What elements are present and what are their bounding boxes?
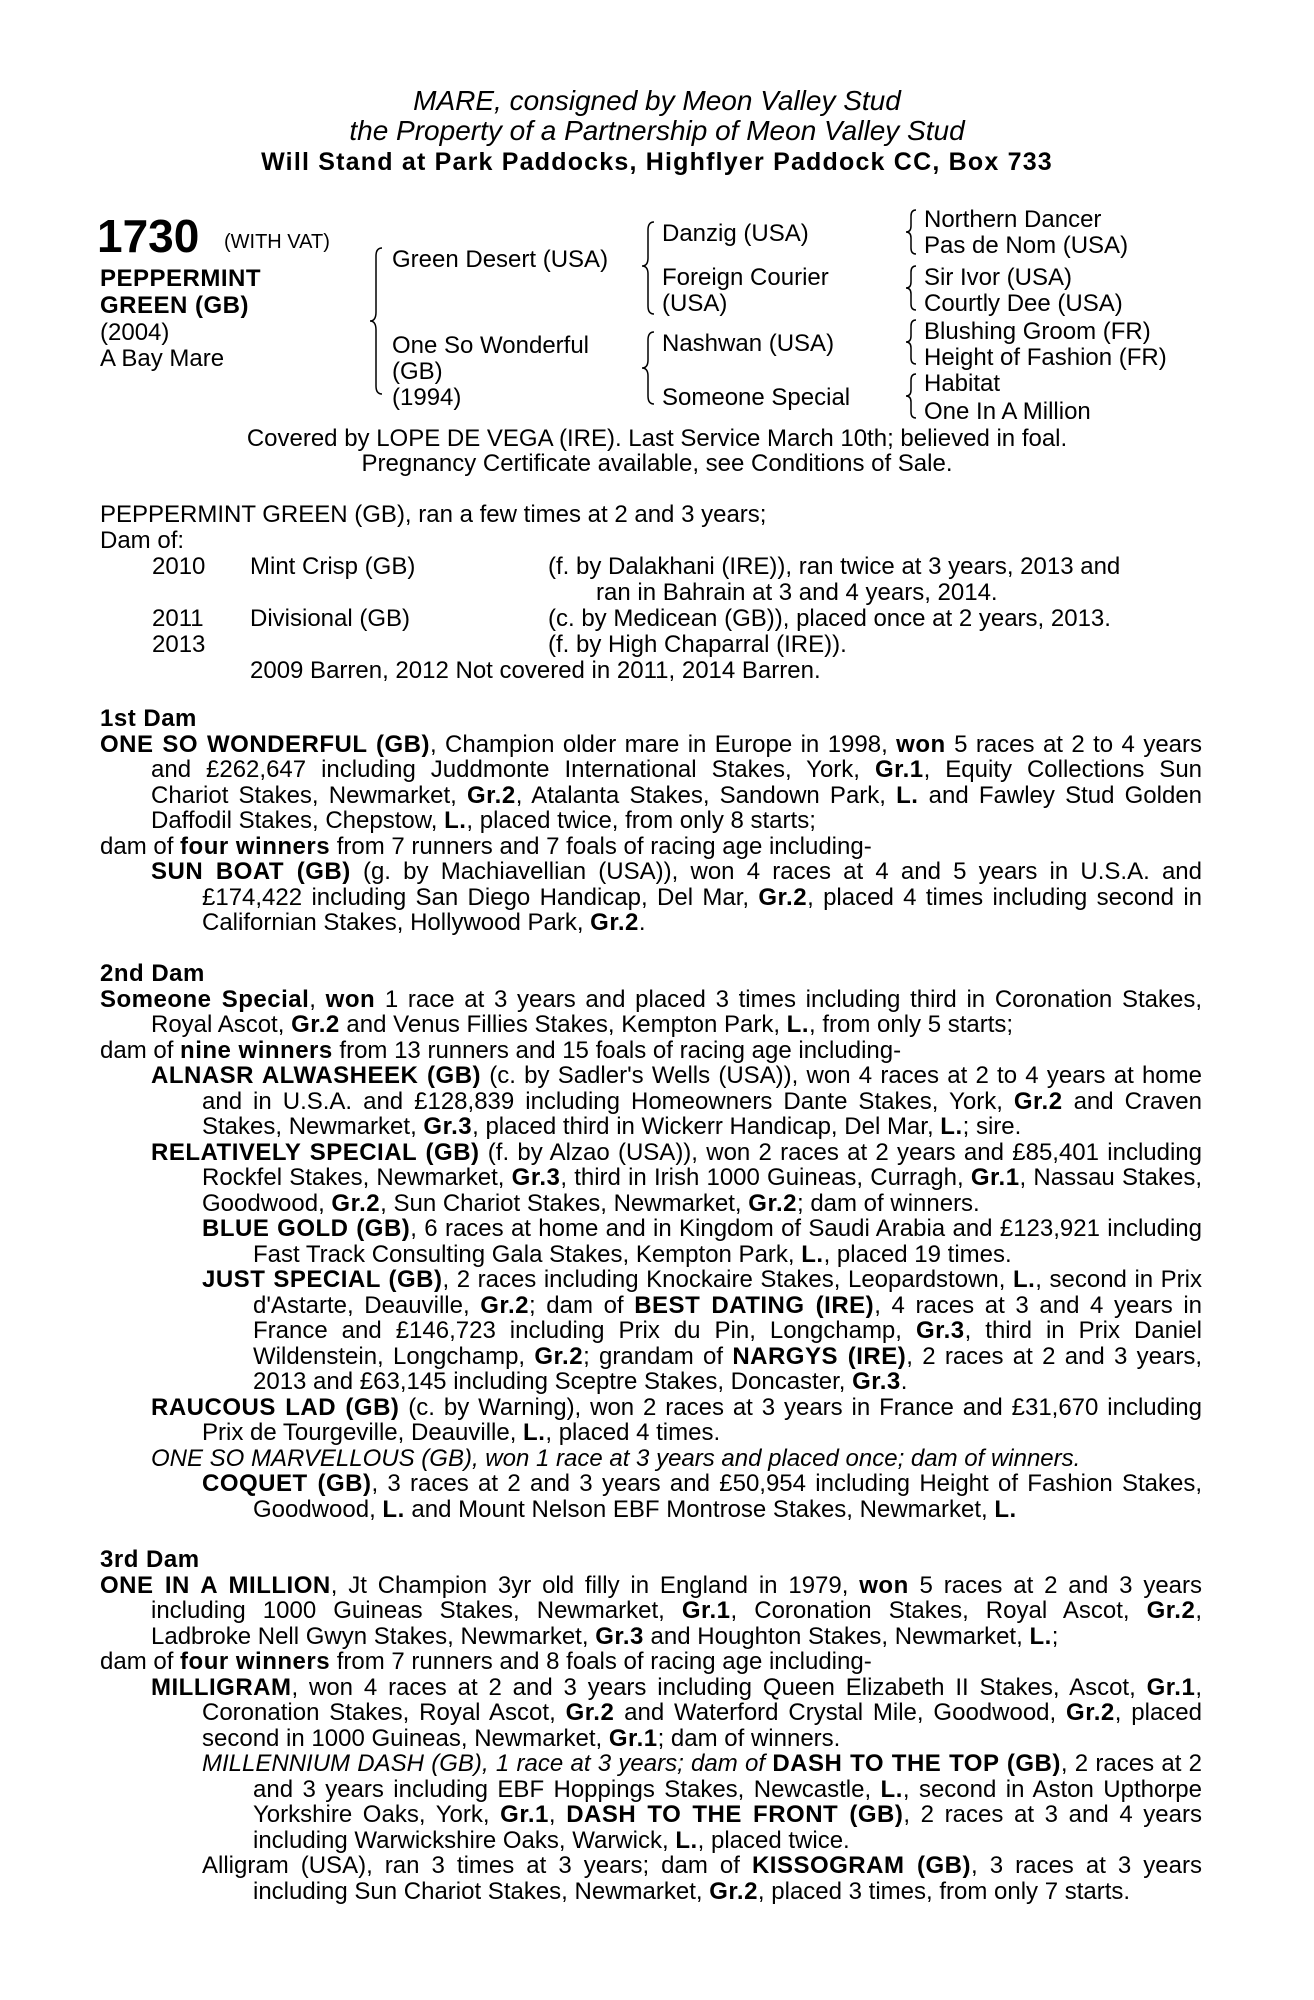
text-run: ; sire. xyxy=(962,1113,1022,1140)
third-dam-record xyxy=(100,1573,1202,1650)
bracket-ds xyxy=(906,318,918,366)
text-run: , placed 19 times. xyxy=(823,1240,1012,1268)
text-run: , won 4 races at 2 and 3 years including Queen Elizabeth II Stakes, Ascot, xyxy=(291,1673,1147,1701)
text-run: , placed 4 times including second in Californian Stakes, Hollywood Park, xyxy=(202,883,1202,936)
bracket-sd xyxy=(906,264,918,312)
text-run: JUST SPECIAL (GB) xyxy=(202,1266,443,1293)
text-run: L. xyxy=(1012,1266,1036,1293)
text-run: and Waterford Crystal Mile, Goodwood, xyxy=(614,1699,1067,1726)
text-run: (f. by Alzao (USA)), won 2 races at 2 years and £85,401 including Rockfel Stakes, Newmarket, xyxy=(202,1138,1202,1191)
text-run: RAUCOUS LAD (GB) xyxy=(151,1393,400,1421)
text-run: L. xyxy=(880,1775,903,1803)
text-run: , 3 races at 3 years including Sun Chariot Stakes, Newmarket, xyxy=(253,1852,1202,1905)
vat-note: (WITH VAT) xyxy=(224,231,330,253)
text-run: , 3 races at 2 and 3 years and £50,954 including Height of Fashion Stakes, Goodwood, xyxy=(253,1470,1202,1523)
produce-year: 2013 xyxy=(152,631,206,658)
text-run: Gr.2 xyxy=(1066,1699,1115,1726)
text-run: four winners xyxy=(180,832,331,860)
bracket-ss xyxy=(906,208,918,256)
text-run: , 2 races at 2 and 3 years including EBF Hoppings Stakes, Newcastle, xyxy=(253,1750,1203,1803)
text-run: ; grandam of xyxy=(583,1342,733,1370)
text-run: ONE SO MARVELLOUS (GB) xyxy=(151,1444,472,1472)
text-run: , xyxy=(548,1801,567,1828)
text-run: won xyxy=(896,730,946,758)
text-run: Gr.1 xyxy=(608,1724,658,1752)
second-dam-grand-offspring xyxy=(202,1267,1202,1395)
text-run: Gr.3 xyxy=(423,1113,473,1140)
sire-sire-sire: Northern Dancer xyxy=(924,206,1102,233)
text-run: Gr.2 xyxy=(466,781,516,809)
text-run: , Equity Collections Sun Chariot Stakes, Newmarket, xyxy=(151,756,1203,809)
property-line: the Property of a Partnership of Meon Valley Stud xyxy=(349,115,965,146)
produce-note: 2009 Barren, 2012 Not covered in 2011, 2014 Barren. xyxy=(250,657,821,684)
text-run: and Venus Fillies Stakes, Kempton Park, xyxy=(339,1011,787,1038)
text-run: , 2 races at 2 and 3 years, 2013 and £63,145 including Sceptre Stakes, Doncaster, xyxy=(253,1342,1202,1395)
first-dam-record xyxy=(100,732,1202,834)
produce-year: 2011 xyxy=(152,605,204,632)
text-run: BLUE GOLD (GB) xyxy=(202,1215,411,1242)
text-run: 5 races at 2 and 3 years including 1000 Guineas Stakes, Newmarket, xyxy=(151,1571,1203,1624)
covering-info: Covered by LOPE DE VEGA (IRE). Last Service March 10th; believed in foal. xyxy=(246,425,1068,452)
text-run: , Coronation Stakes, Royal Ascot, xyxy=(202,1673,1202,1726)
text-run: from 7 runners and 8 foals of racing age including- xyxy=(330,1648,872,1675)
text-run: , Nassau Stakes, Goodwood, xyxy=(202,1164,1202,1217)
dam-line-3: (1994) xyxy=(392,384,462,411)
text-run: L. xyxy=(444,807,467,834)
text-run: , placed 4 times. xyxy=(545,1419,721,1446)
lot-number: 1730 xyxy=(97,210,200,262)
text-run: dam of xyxy=(100,1036,181,1064)
text-run: RELATIVELY SPECIAL (GB) xyxy=(151,1138,480,1166)
text-run: Gr.3 xyxy=(595,1622,644,1650)
dam-line-2: (GB) xyxy=(392,358,443,385)
text-run: , Jt Champion 3yr old filly in England in 1979, xyxy=(330,1571,860,1599)
text-run: dam of xyxy=(100,1648,181,1675)
produce-year: 2010 xyxy=(152,553,206,580)
second-dam-heading: 2nd Dam xyxy=(100,960,205,987)
produce-detail-cont: ran in Bahrain at 3 and 4 years, 2014. xyxy=(596,579,998,606)
text-run: and Craven Stakes, Newmarket, xyxy=(202,1087,1203,1140)
first-dam-offspring xyxy=(151,859,1202,936)
third-dam-heading: 3rd Dam xyxy=(100,1546,200,1573)
text-run: (c. by Warning), won 2 races at 3 years in France and £31,670 including Prix de Tourgeville, Deauville, xyxy=(202,1393,1202,1446)
text-run: , 1 race at 3 years; dam of xyxy=(481,1750,773,1777)
second-dam-produce-summary xyxy=(100,1038,1202,1064)
text-run: , Atalanta Stakes, Sandown Park, xyxy=(515,781,897,809)
foaling-year: (2004) xyxy=(100,319,170,346)
text-run: Gr.2 xyxy=(331,1189,381,1217)
produce-name: Mint Crisp (GB) xyxy=(250,553,416,580)
dam-sire: Nashwan (USA) xyxy=(662,330,835,357)
text-run: L. xyxy=(896,781,919,809)
second-dam-section xyxy=(100,961,1202,1522)
text-run: , 2 races including Knockaire Stakes, Leopardstown, xyxy=(442,1266,1013,1293)
text-run: COQUET (GB) xyxy=(202,1470,372,1497)
text-run: , Sun Chariot Stakes, Newmarket, xyxy=(380,1189,749,1217)
text-run: Gr.1 xyxy=(681,1597,731,1624)
text-run: Gr.1 xyxy=(970,1164,1020,1191)
text-run: . xyxy=(900,1368,908,1395)
produce-detail: (c. by Medicean (GB)), placed once at 2 years, 2013. xyxy=(548,605,1111,632)
text-run: L. xyxy=(940,1113,963,1140)
third-dam-grand-offspring xyxy=(202,1751,1202,1853)
text-run: Gr.2 xyxy=(709,1877,758,1905)
sire-sire-dam: Pas de Nom (USA) xyxy=(924,232,1129,259)
text-run: BEST DATING (IRE) xyxy=(634,1291,875,1319)
text-run: Gr.2 xyxy=(480,1291,529,1319)
text-run: and Houghton Stakes, Newmarket, xyxy=(643,1622,1030,1650)
text-run: won xyxy=(859,1571,909,1599)
text-run: , won 1 race at 3 years and placed once; dam of winners. xyxy=(471,1444,1081,1472)
text-run: DASH TO THE TOP (GB) xyxy=(772,1750,1061,1777)
third-dam-offspring xyxy=(151,1675,1202,1752)
text-run: dam of xyxy=(100,832,181,860)
text-run: (c. by Sadler's Wells (USA)), won 4 races at 2 to 4 years at home and in U.S.A. and £128,839 including Homeowners Dante Stakes, York, xyxy=(202,1062,1202,1115)
dam-sire-dam: Height of Fashion (FR) xyxy=(924,344,1167,371)
sire-sire: Danzig (USA) xyxy=(662,220,809,247)
pregnancy-note: Pregnancy Certificate available, see Conditions of Sale. xyxy=(361,450,953,477)
text-run: , 4 races at 3 and 4 years in France and £146,723 including Prix du Pin, Longchamp, xyxy=(253,1291,1203,1344)
text-run: ALNASR ALWASHEEK (GB) xyxy=(151,1062,482,1089)
produce-detail: (f. by High Chaparral (IRE)). xyxy=(548,631,847,658)
text-run: four winners xyxy=(180,1648,331,1675)
text-run: ; dam of winners. xyxy=(657,1724,841,1752)
third-dam-section xyxy=(100,1547,1202,1904)
text-run: , third in Irish 1000 Guineas, Curragh, xyxy=(560,1164,971,1191)
text-run: ; xyxy=(1051,1622,1059,1650)
text-run: Gr.1 xyxy=(1146,1673,1196,1701)
text-run: , Champion older mare in Europe in 1998, xyxy=(429,730,897,758)
text-run: SUN BOAT (GB) xyxy=(151,858,351,885)
horse-description: A Bay Mare xyxy=(100,345,225,372)
bracket-sire xyxy=(642,220,656,316)
text-run: and Mount Nelson EBF Montrose Stakes, Newmarket, xyxy=(404,1495,995,1523)
text-run: 5 races at 2 to 4 years and £262,647 including Juddmonte International Stakes, York, xyxy=(151,730,1203,783)
text-run: (g. by Machiavellian (USA)), won 4 races at 4 and 5 years in U.S.A. and £174,422 including San Diego Handicap, Del Mar, xyxy=(202,858,1203,911)
text-run: L. xyxy=(675,1826,698,1854)
text-run: L. xyxy=(786,1011,809,1038)
text-run: L. xyxy=(801,1240,824,1268)
text-run: , placed third in Wickerr Handicap, Del Mar, xyxy=(472,1113,941,1140)
text-run: Gr.2 xyxy=(758,883,808,911)
text-run: won xyxy=(325,985,376,1013)
sire: Green Desert (USA) xyxy=(392,246,609,273)
second-dam-record xyxy=(100,987,1202,1038)
text-run: , placed 3 times, from only 7 starts. xyxy=(757,1877,1131,1905)
text-run: L. xyxy=(994,1495,1017,1523)
stand-location: Will Stand at Park Paddocks, Highflyer Paddock CC, Box 733 xyxy=(261,148,1053,176)
text-run: Gr.2 xyxy=(590,909,639,936)
sire-dam-sire: Sir Ivor (USA) xyxy=(924,264,1073,291)
second-dam-grand-offspring xyxy=(202,1216,1202,1267)
text-run: Gr.2 xyxy=(1146,1597,1196,1624)
text-run: from 7 runners and 7 foals of racing age including- xyxy=(330,832,872,860)
text-run: Someone Special xyxy=(100,985,310,1013)
consignor-line: MARE, consigned by Meon Valley Stud xyxy=(413,85,901,116)
horse-name-1: PEPPERMINT xyxy=(100,265,262,292)
dam-dam: Someone Special xyxy=(662,384,851,411)
text-run: , third in Prix Daniel Wildenstein, Longchamp, xyxy=(253,1317,1202,1370)
text-run: Gr.3 xyxy=(852,1368,901,1395)
first-dam-heading: 1st Dam xyxy=(100,705,197,732)
bracket-dam xyxy=(642,330,656,406)
text-run: Gr.2 xyxy=(291,1011,340,1038)
dam-dam-dam: One In A Million xyxy=(924,398,1091,425)
second-dam-grand-offspring xyxy=(202,1471,1202,1522)
text-run: Gr.2 xyxy=(565,1699,615,1726)
text-run: Alligram (USA), ran 3 times at 3 years; dam of xyxy=(202,1852,752,1879)
text-run: L. xyxy=(1029,1622,1052,1650)
second-dam-offspring xyxy=(151,1446,1202,1472)
produce-name: Divisional (GB) xyxy=(250,605,411,632)
text-run: KISSOGRAM (GB) xyxy=(751,1852,971,1879)
second-dam-offspring xyxy=(151,1395,1202,1446)
text-run: MILLENNIUM DASH (GB) xyxy=(202,1750,482,1777)
text-run: from 13 runners and 15 foals of racing age including- xyxy=(332,1036,902,1064)
text-run: 1 race at 3 years and placed 3 times including third in Coronation Stakes, Royal Ascot, xyxy=(151,985,1202,1038)
text-run: and Fawley Stud Golden Daffodil Stakes, Chepstow, xyxy=(151,781,1203,834)
text-run: , from only 5 starts; xyxy=(809,1011,1014,1038)
text-run: Gr.2 xyxy=(1013,1087,1063,1115)
text-run: , Coronation Stakes, Royal Ascot, xyxy=(730,1597,1147,1624)
text-run: , placed second in 1000 Guineas, Newmarket, xyxy=(202,1699,1202,1752)
text-run: Gr.3 xyxy=(511,1164,561,1191)
text-run: Gr.3 xyxy=(915,1317,965,1344)
dam-dam-sire: Habitat xyxy=(924,370,1001,397)
text-run: , 6 races at home and in Kingdom of Saudi Arabia and £123,921 including Fast Track Consulting Gala Stakes, Kempton Park, xyxy=(253,1215,1202,1268)
text-run: Gr.2 xyxy=(748,1189,797,1217)
text-run: ONE SO WONDERFUL (GB) xyxy=(100,730,430,758)
produce-detail: (f. by Dalakhani (IRE)), ran twice at 3 years, 2013 and xyxy=(548,553,1121,580)
bracket-dd xyxy=(906,372,918,420)
bracket-gen1 xyxy=(370,246,384,396)
text-run: MILLIGRAM xyxy=(151,1673,292,1701)
text-run: DASH TO THE FRONT (GB) xyxy=(566,1801,904,1828)
text-run: ONE IN A MILLION xyxy=(100,1571,331,1599)
text-run: , second in Aston Upthorpe Yorkshire Oaks, York, xyxy=(253,1775,1203,1828)
dam-sire-sire: Blushing Groom (FR) xyxy=(924,318,1151,345)
text-run: , second in Prix d'Astarte, Deauville, xyxy=(253,1266,1203,1319)
dam-of-label: Dam of: xyxy=(100,527,185,554)
third-dam-produce-summary xyxy=(100,1649,1202,1675)
text-run: Gr.1 xyxy=(874,756,924,783)
text-run: . xyxy=(638,909,646,936)
text-run: nine winners xyxy=(180,1036,333,1064)
sire-dam-dam: Courtly Dee (USA) xyxy=(924,290,1123,317)
second-dam-offspring xyxy=(151,1140,1202,1217)
text-run: , placed twice, from only 8 starts; xyxy=(466,807,816,834)
text-run: , placed twice. xyxy=(697,1826,850,1854)
first-dam-produce-summary xyxy=(100,834,1202,860)
text-run: , Ladbroke Nell Gwyn Stakes, Newmarket, xyxy=(151,1597,1202,1650)
third-dam-grand-offspring xyxy=(202,1853,1202,1904)
first-dam-section xyxy=(100,706,1202,936)
text-run: L. xyxy=(523,1419,546,1446)
text-run: , 2 races at 3 and 4 years including Warwickshire Oaks, Warwick, xyxy=(253,1801,1202,1854)
horse-name-2: GREEN (GB) xyxy=(100,292,249,319)
text-run: NARGYS (IRE) xyxy=(732,1342,907,1370)
text-run: Gr.1 xyxy=(500,1801,549,1828)
text-run: , xyxy=(309,985,326,1013)
sire-dam-2: (USA) xyxy=(662,290,728,317)
text-run: ; dam of winners. xyxy=(796,1189,980,1217)
produce-intro: PEPPERMINT GREEN (GB), ran a few times at 2 and 3 years; xyxy=(100,501,767,528)
second-dam-offspring xyxy=(151,1063,1202,1140)
text-run: ; dam of xyxy=(528,1291,635,1319)
text-run: L. xyxy=(382,1495,405,1523)
dam-line-1: One So Wonderful xyxy=(392,332,590,359)
sire-dam-1: Foreign Courier xyxy=(662,264,829,291)
text-run: Gr.2 xyxy=(534,1342,584,1370)
